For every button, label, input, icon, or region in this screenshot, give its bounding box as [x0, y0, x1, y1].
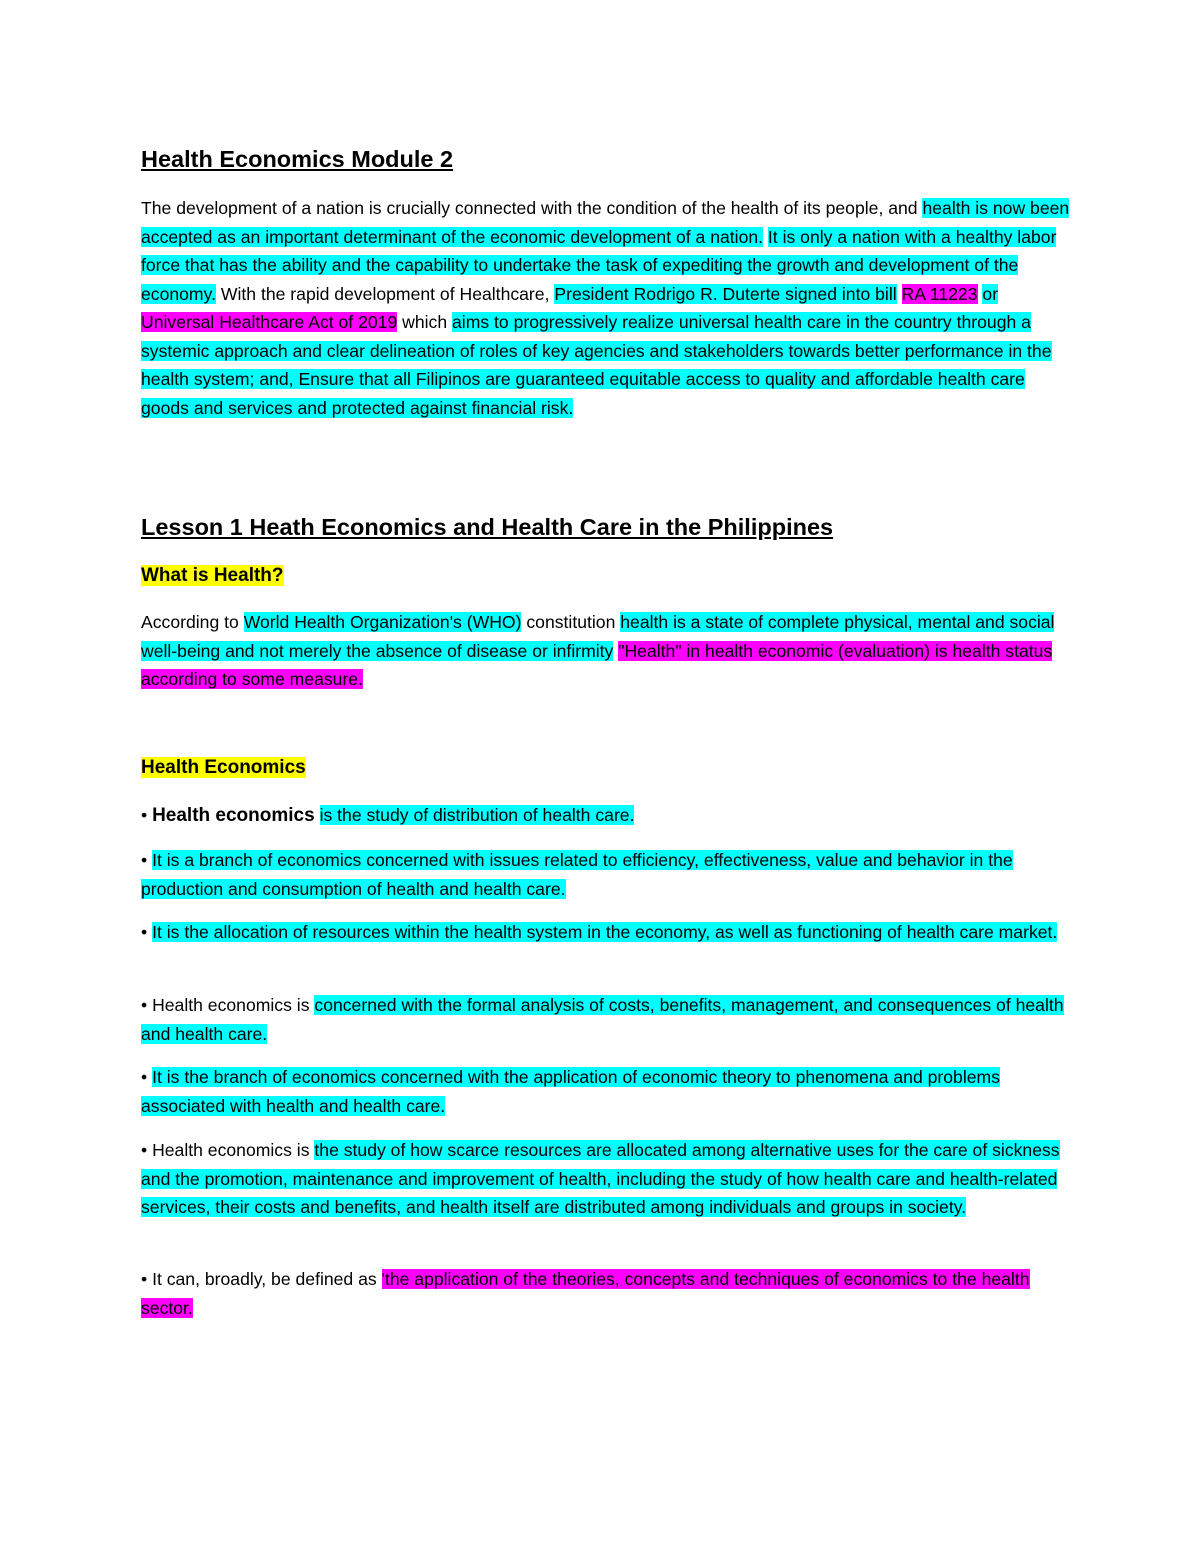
what-is-health-paragraph	[141, 608, 1071, 694]
bullet-icon: •	[141, 922, 148, 942]
ra-number-highlight: RA 11223	[901, 283, 978, 304]
bullet-icon: •	[141, 1269, 148, 1289]
what-is-health-heading	[141, 562, 1071, 590]
bullet-item-6	[141, 1136, 1071, 1222]
wih-text-2: constitution	[521, 612, 621, 632]
bullet-item-3	[141, 918, 1071, 947]
bullet-3-highlight: It is the allocation of resources within the health system in the economy, as well as functioning of health care market.	[152, 922, 1058, 942]
bullet-icon: •	[141, 850, 148, 870]
intro-highlight-1: health is now been accepted as an important determinant of the economic development of a nation.	[141, 198, 1070, 247]
intro-text-3: which	[397, 312, 452, 332]
intro-paragraph	[141, 194, 1071, 422]
bullet-icon: •	[141, 1140, 148, 1160]
health-economics-heading	[141, 754, 1071, 782]
bullet-item-7	[141, 1265, 1071, 1322]
intro-highlight-3: President Rodrigo R. Duterte signed into bill	[554, 283, 897, 304]
bullet-item-2	[141, 846, 1071, 903]
who-highlight: World Health Organization's (WHO)	[243, 612, 522, 632]
bullet-7-highlight: 'the application of the theories, concepts and techniques of economics to the health sector.	[141, 1269, 1030, 1318]
health-definition-highlight: health is a state of complete physical, mental and social well-being and not merely the absence of disease or infirmity	[141, 612, 1055, 661]
bullet-icon: •	[141, 995, 148, 1015]
bullet-item-5	[141, 1063, 1071, 1120]
bullet-1-highlight: is the study of distribution of health care.	[319, 805, 635, 825]
bullet-icon: •	[141, 1067, 148, 1087]
bullet-4-text: Health economics is	[152, 995, 315, 1015]
intro-text: The development of a nation is crucially connected with the condition of the health of its people, and	[141, 198, 923, 218]
bullet-item-1	[141, 801, 1071, 831]
intro-highlight-4: aims to progressively realize universal health care in the country through a systemic approach and clear delineation of roles of key agencies and stakeholders towards better performance in the health system; and, Ensure that all Filipinos are guaranteed equitable access to quality and affordable health care goods and services and protected against financial risk.	[141, 312, 1052, 418]
health-economics-heading-text: Health Economics	[141, 757, 306, 778]
intro-or-highlight: or	[982, 283, 999, 304]
bullet-icon: •	[141, 805, 148, 825]
bullet-7-text: It can, broadly, be defined as	[152, 1269, 382, 1289]
what-is-health-heading-text: What is Health?	[141, 565, 284, 586]
act-name-highlight: Universal Healthcare Act of 2019	[141, 312, 398, 332]
document-title: Health Economics Module 2	[141, 146, 454, 172]
health-measure-highlight: "Health" in health economic (evaluation) is health status according to some measure.	[141, 640, 1053, 689]
bullet-5-highlight: It is the branch of economics concerned with the application of economic theory to phenomena and problems associated with health and health care.	[141, 1067, 1000, 1116]
wih-text-1: According to	[141, 612, 244, 632]
bullet-1-bold: Health economics	[152, 805, 315, 826]
intro-text-2: With the rapid development of Healthcare,	[215, 283, 555, 304]
bullet-6-highlight: the study of how scarce resources are allocated among alternative uses for the care of sickness and the promotion, maintenance and improvement of health, including the study of how health care and health-related services, their costs and benefits, and health itself are distributed among individuals and groups in society.	[141, 1140, 1060, 1217]
intro-highlight-2: It is only a nation with a healthy labor force that has the ability and the capability to undertake the task of expediting the growth and development of the economy.	[141, 226, 1057, 304]
lesson-title: Lesson 1 Heath Economics and Health Care in the Philippines	[141, 514, 834, 540]
bullet-6-text: Health economics is	[152, 1140, 315, 1160]
bullet-item-4	[141, 991, 1071, 1048]
bullet-2-highlight: It is a branch of economics concerned with issues related to efficiency, effectiveness, value and behavior in the production and consumption of health and health care.	[141, 850, 1013, 899]
bullet-4-highlight: concerned with the formal analysis of costs, benefits, management, and consequences of health and health care.	[141, 995, 1064, 1044]
intro-space-2	[897, 284, 902, 304]
